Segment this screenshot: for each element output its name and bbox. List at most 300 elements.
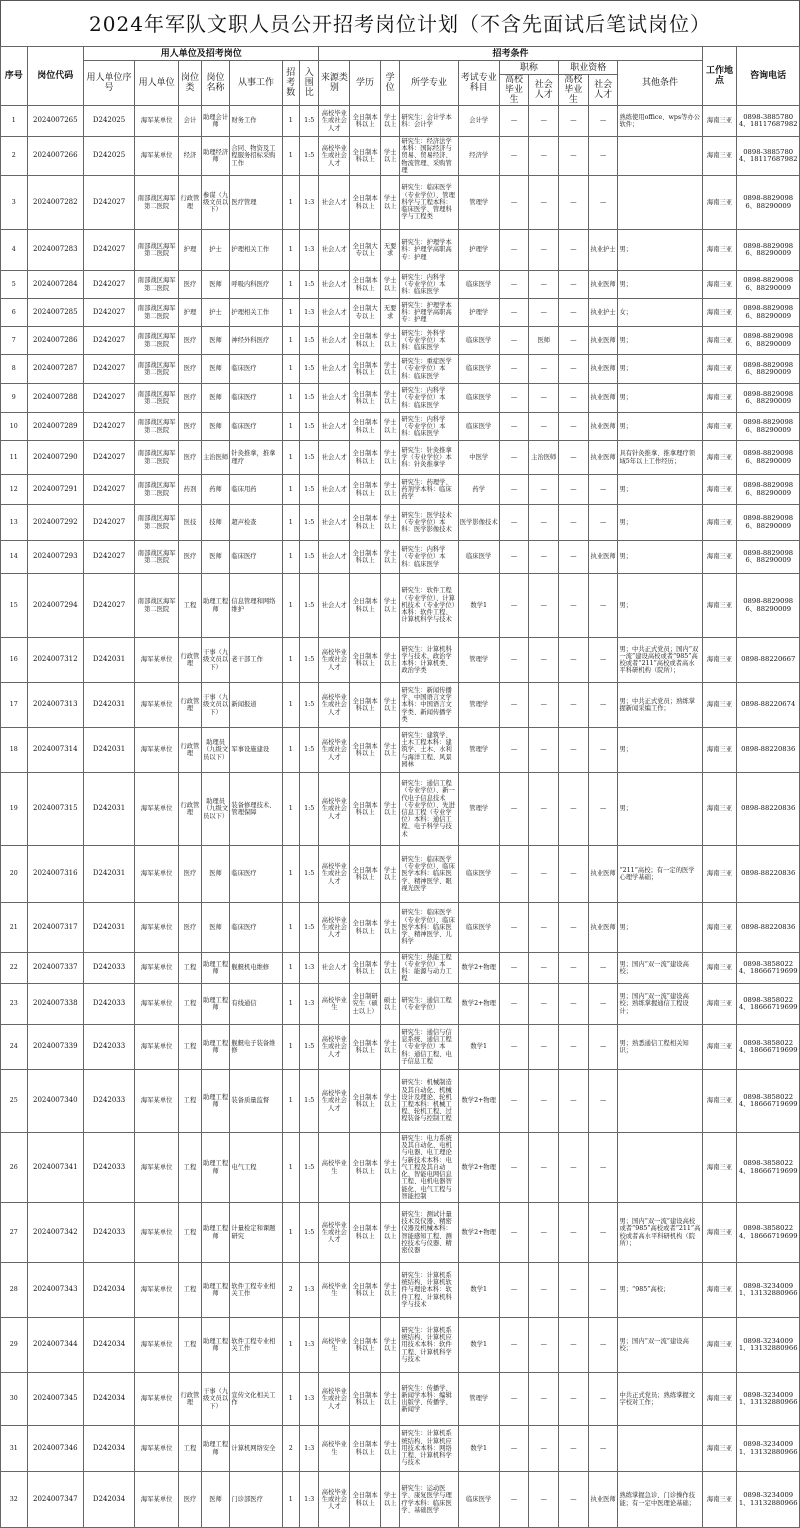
cell-location: 海南三亚 (702, 137, 737, 176)
cell-qual-social: — (588, 1133, 618, 1203)
cell-work: 老干部工作 (230, 638, 282, 683)
cell-location: 海南三亚 (702, 728, 737, 773)
cell-category: 工程 (179, 1263, 202, 1318)
cell-count: 2 (282, 1426, 299, 1472)
cell-other: 男； (618, 541, 702, 574)
cell-seq: 4 (1, 230, 28, 271)
cell-location: 海南三亚 (702, 299, 737, 327)
cell-work: 新闻报道 (230, 683, 282, 728)
cell-other: 熟练掌握急诊、门诊操作技能；有一定中医理论基础； (618, 1472, 702, 1528)
cell-post-name: 助理员（九级文员以下） (201, 728, 230, 773)
cell-post-name: 医师 (201, 1472, 230, 1528)
cell-phone: 0898-88220667 (737, 638, 800, 683)
cell-title-grad: — (499, 683, 529, 728)
cell-qual-social: — (588, 984, 618, 1025)
cell-count: 1 (282, 413, 299, 441)
cell-count: 1 (282, 728, 299, 773)
cell-code: 2024007284 (27, 271, 83, 299)
cell-qual-grad: — (559, 1373, 589, 1426)
cell-post-name: 助理工程师 (201, 1203, 230, 1263)
table-row (1, 475, 800, 505)
cell-phone: 0898-32340091、13132880966 (737, 1472, 800, 1528)
cell-degree: 学士以上 (380, 271, 399, 299)
cell-work: 临床医疗 (230, 355, 282, 384)
cell-code: 2024007338 (27, 984, 83, 1025)
cell-other: 男； (618, 505, 702, 541)
cell-source: 高校毕业生 (319, 1263, 350, 1318)
cell-education: 全日制本科以上 (350, 355, 381, 384)
cell-category: 工程 (179, 953, 202, 984)
cell-other: 具有针灸推拿、推拿理疗领域5年以上工作经历； (618, 441, 702, 475)
header-category: 岗位类 (179, 61, 202, 106)
cell-degree: 学士以上 (380, 1373, 399, 1426)
cell-title-social: — (529, 1426, 559, 1472)
header-seq: 序号 (1, 47, 28, 106)
cell-category: 医疗 (179, 903, 202, 953)
cell-title-grad: — (499, 413, 529, 441)
cell-qual-social: 执业医师 (588, 384, 618, 413)
cell-code: 2024007288 (27, 384, 83, 413)
cell-subject: 药学 (458, 475, 499, 505)
cell-education: 全日制本科以上 (350, 728, 381, 773)
cell-qual-social: 执业护士 (588, 299, 618, 327)
cell-phone: 0898-88220836 (737, 903, 800, 953)
cell-category: 工程 (179, 1070, 202, 1133)
cell-unit-seq: D242034 (83, 1472, 134, 1528)
cell-title-grad: — (499, 984, 529, 1025)
cell-education: 全日制本科以上 (350, 106, 381, 137)
cell-post-name: 助理工程师 (201, 1070, 230, 1133)
cell-subject: 管理学 (458, 1373, 499, 1426)
cell-location: 海南三亚 (702, 773, 737, 846)
table-row (1, 299, 800, 327)
cell-other: 男； (618, 574, 702, 638)
cell-other: 男；中共正式党员；熟练掌握新闻采编工作； (618, 683, 702, 728)
cell-code: 2024007291 (27, 475, 83, 505)
cell-category: 工程 (179, 1426, 202, 1472)
cell-major: 研究生：会计学本科：会计学 (400, 106, 458, 137)
cell-title-social: — (529, 541, 559, 574)
cell-count: 1 (282, 1373, 299, 1426)
table-row (1, 1472, 800, 1528)
cell-work: 计量检定和课题研究 (230, 1203, 282, 1263)
cell-work: 信息管理和网络维护 (230, 574, 282, 638)
cell-phone: 0898-88220836 (737, 846, 800, 903)
cell-major: 研究生：药理学、药剂学本科：临床药学 (400, 475, 458, 505)
cell-unit: 海军某单位 (135, 984, 179, 1025)
cell-major: 研究生：外科学（专业学位）本科：临床医学 (400, 327, 458, 355)
cell-category: 行政管理 (179, 638, 202, 683)
cell-education: 全日制研究生（硕士以上） (350, 984, 381, 1025)
cell-seq: 25 (1, 1070, 28, 1133)
cell-source: 高校毕业生或社会人才 (319, 1472, 350, 1528)
cell-ratio: 1:5 (300, 574, 319, 638)
cell-major: 研究生：重症医学（专业学位）本科：临床医学 (400, 355, 458, 384)
cell-unit: 海军某单位 (135, 953, 179, 984)
cell-qual-grad: — (559, 1472, 589, 1528)
cell-ratio: 1:3 (300, 1263, 319, 1318)
cell-count: 1 (282, 299, 299, 327)
cell-post-name: 医师 (201, 271, 230, 299)
cell-unit: 海军某单位 (135, 1472, 179, 1528)
cell-seq: 32 (1, 1472, 28, 1528)
cell-seq: 21 (1, 903, 28, 953)
cell-unit: 南部战区海军第二医院 (135, 230, 179, 271)
cell-degree: 学士以上 (380, 413, 399, 441)
table-row (1, 176, 800, 230)
cell-title-social: — (529, 299, 559, 327)
cell-location: 海南三亚 (702, 953, 737, 984)
cell-title-social: — (529, 1070, 559, 1133)
cell-education: 全日制本科以上 (350, 1025, 381, 1070)
cell-unit: 海军某单位 (135, 683, 179, 728)
page-title: 2024年军队文职人员公开招考岗位计划（不含先面试后笔试岗位） (0, 0, 800, 46)
cell-other: 男； (618, 475, 702, 505)
cell-qual-social: — (588, 1070, 618, 1133)
cell-subject: 临床医学 (458, 903, 499, 953)
cell-education: 全日制本科以上 (350, 327, 381, 355)
cell-phone: 0898-32340091、13132880966 (737, 1263, 800, 1318)
cell-source: 高校毕业生或社会人才 (319, 1203, 350, 1263)
cell-location: 海南三亚 (702, 846, 737, 903)
cell-qual-social: — (588, 1025, 618, 1070)
cell-source: 社会人才 (319, 574, 350, 638)
cell-ratio: 1:5 (300, 384, 319, 413)
cell-major: 研究生：通信工程（专业学位） (400, 984, 458, 1025)
cell-unit: 海军某单位 (135, 1318, 179, 1373)
cell-qual-grad: — (559, 1426, 589, 1472)
cell-qual-social: 执业医师 (588, 846, 618, 903)
header-ratio: 入围比 (300, 61, 319, 106)
cell-location: 海南三亚 (702, 541, 737, 574)
cell-title-grad: — (499, 1203, 529, 1263)
cell-phone: 0898-88290986、88290009 (737, 384, 800, 413)
cell-source: 社会人才 (319, 176, 350, 230)
cell-title-grad: — (499, 1426, 529, 1472)
cell-seq: 29 (1, 1318, 28, 1373)
cell-major: 研究生：热能工程（专业学位）本科：能源与动力工程 (400, 953, 458, 984)
cell-work: 神经外科医疗 (230, 327, 282, 355)
cell-qual-social: 执业医师 (588, 327, 618, 355)
cell-phone: 0898-38580224、18666719699 (737, 984, 800, 1025)
cell-subject: 管理学 (458, 176, 499, 230)
cell-other (618, 1070, 702, 1133)
cell-qual-grad: — (559, 475, 589, 505)
cell-phone: 0898-88290986、88290009 (737, 176, 800, 230)
header-title-social: 社会人才 (529, 75, 559, 106)
cell-degree: 学士以上 (380, 176, 399, 230)
cell-seq: 23 (1, 984, 28, 1025)
cell-qual-social: — (588, 137, 618, 176)
cell-title-social: — (529, 773, 559, 846)
cell-post-name: 医师 (201, 384, 230, 413)
cell-degree: 学士以上 (380, 773, 399, 846)
cell-post-name: 助理工程师 (201, 1318, 230, 1373)
cell-major: 研究生：通信工程（专业学位）、新一代电子信息技术（专业学位）、先进信息工程（专业学位）本科：通信工程、电子科学与技术 (400, 773, 458, 846)
cell-title-grad: — (499, 1263, 529, 1318)
cell-unit-seq: D242033 (83, 953, 134, 984)
cell-unit-seq: D242034 (83, 1263, 134, 1318)
cell-seq: 11 (1, 441, 28, 475)
cell-ratio: 1:5 (300, 773, 319, 846)
cell-post-name: 助理工程师 (201, 1263, 230, 1318)
cell-post-name: 助理工程师 (201, 984, 230, 1025)
cell-phone: 0898-88220836 (737, 728, 800, 773)
cell-qual-social: — (588, 505, 618, 541)
cell-title-grad: — (499, 1133, 529, 1203)
cell-subject: 数学1 (458, 1318, 499, 1373)
cell-qual-grad: — (559, 773, 589, 846)
cell-seq: 8 (1, 355, 28, 384)
cell-unit: 南部战区海军第二医院 (135, 413, 179, 441)
cell-qual-social: — (588, 1318, 618, 1373)
cell-ratio: 1:5 (300, 271, 319, 299)
cell-education: 全日制本科以上 (350, 638, 381, 683)
cell-other: 熟练使用office、wps等办公软件； (618, 106, 702, 137)
cell-education: 全日制本科以上 (350, 541, 381, 574)
cell-major: 研究生：临床医学（专业学位）、临床医学本科：临床医学、精神医学、眼视光医学 (400, 846, 458, 903)
cell-major: 研究生：通信与信息系统、通信工程（专业学位）本科：通信工程、电子信息工程 (400, 1025, 458, 1070)
cell-qual-social: 执业医师 (588, 355, 618, 384)
cell-ratio: 1:5 (300, 1133, 319, 1203)
cell-location: 海南三亚 (702, 230, 737, 271)
table-row (1, 1426, 800, 1472)
table-row (1, 137, 800, 176)
cell-ratio: 1:3 (300, 176, 319, 230)
cell-subject: 数学1 (458, 1426, 499, 1472)
cell-count: 1 (282, 106, 299, 137)
cell-title-grad: — (499, 846, 529, 903)
cell-ratio: 1:5 (300, 1070, 319, 1133)
cell-unit-seq: D242027 (83, 384, 134, 413)
cell-category: 护理 (179, 299, 202, 327)
cell-qual-grad: — (559, 728, 589, 773)
cell-ratio: 1:5 (300, 638, 319, 683)
cell-degree: 学士以上 (380, 683, 399, 728)
cell-code: 2024007347 (27, 1472, 83, 1528)
cell-category: 护理 (179, 230, 202, 271)
cell-degree: 学士以上 (380, 355, 399, 384)
cell-education: 全日制大专以上 (350, 299, 381, 327)
cell-education: 全日制本科以上 (350, 1070, 381, 1133)
cell-location: 海南三亚 (702, 574, 737, 638)
cell-post-name: 助理工程师 (201, 953, 230, 984)
cell-count: 1 (282, 505, 299, 541)
cell-title-social: — (529, 176, 559, 230)
cell-category: 行政管理 (179, 728, 202, 773)
header-qual-social: 社会人才 (588, 75, 618, 106)
cell-seq: 10 (1, 413, 28, 441)
cell-other: 中共正式党员；熟练掌握文字校对工作； (618, 1373, 702, 1426)
cell-other: 男；“985”高校； (618, 1263, 702, 1318)
cell-unit-seq: D242031 (83, 728, 134, 773)
cell-location: 海南三亚 (702, 475, 737, 505)
cell-phone: 0898-38580224、18666719699 (737, 1025, 800, 1070)
cell-source: 社会人才 (319, 384, 350, 413)
cell-qual-social: 执业医师 (588, 271, 618, 299)
cell-degree: 硕士以上 (380, 984, 399, 1025)
cell-phone: 0898-88220674 (737, 683, 800, 728)
cell-location: 海南三亚 (702, 1426, 737, 1472)
cell-work: 舰艇电子装备维修 (230, 1025, 282, 1070)
header-work: 从事工作 (230, 61, 282, 106)
cell-location: 海南三亚 (702, 1025, 737, 1070)
table-row (1, 505, 800, 541)
cell-qual-social: 执业医师 (588, 441, 618, 475)
cell-education: 全日制本科以上 (350, 1133, 381, 1203)
cell-unit: 海军某单位 (135, 1426, 179, 1472)
cell-qual-social: 执业医师 (588, 903, 618, 953)
cell-ratio: 1:5 (300, 106, 319, 137)
cell-source: 高校毕业生或社会人才 (319, 638, 350, 683)
cell-qual-social: — (588, 106, 618, 137)
cell-other: 男；中共正式党员；国内“双一流”建设高校或者“985”高校或者“211”高校或者高水平科研机构（院所）； (618, 638, 702, 683)
cell-source: 社会人才 (319, 953, 350, 984)
cell-qual-grad: — (559, 106, 589, 137)
cell-degree: 学士以上 (380, 1318, 399, 1373)
cell-post-name: 干事（九级文员以下） (201, 683, 230, 728)
cell-work: 合同、物资及工程服务招标采购工作 (230, 137, 282, 176)
cell-title-grad: — (499, 1373, 529, 1426)
cell-degree: 学士以上 (380, 475, 399, 505)
cell-seq: 18 (1, 728, 28, 773)
cell-source: 社会人才 (319, 355, 350, 384)
cell-code: 2024007266 (27, 137, 83, 176)
cell-post-name: 医师 (201, 355, 230, 384)
cell-count: 1 (282, 230, 299, 271)
cell-degree: 学士以上 (380, 1426, 399, 1472)
cell-phone: 0898-88290986、88290009 (737, 505, 800, 541)
cell-phone: 0898-38580224、18666719699 (737, 1133, 800, 1203)
cell-title-social: — (529, 384, 559, 413)
cell-code: 2024007314 (27, 728, 83, 773)
cell-title-social: — (529, 475, 559, 505)
cell-unit-seq: D242027 (83, 413, 134, 441)
cell-other (618, 1133, 702, 1203)
cell-count: 1 (282, 441, 299, 475)
cell-subject: 管理学 (458, 728, 499, 773)
cell-qual-grad: — (559, 1133, 589, 1203)
cell-category: 工程 (179, 984, 202, 1025)
cell-work: 针灸推拿，推拿理疗 (230, 441, 282, 475)
cell-seq: 5 (1, 271, 28, 299)
header-unit-seq: 用人单位序号 (83, 61, 134, 106)
cell-major: 研究生：护理学本科：护理学高职高专：护理 (400, 230, 458, 271)
cell-other: 男； (618, 271, 702, 299)
cell-title-grad: — (499, 106, 529, 137)
cell-degree: 学士以上 (380, 137, 399, 176)
cell-other: 男；熟悉通信工程相关知识； (618, 1025, 702, 1070)
cell-count: 1 (282, 773, 299, 846)
cell-code: 2024007286 (27, 327, 83, 355)
cell-unit-seq: D242031 (83, 638, 134, 683)
table-row (1, 683, 800, 728)
cell-other: 男； (618, 903, 702, 953)
cell-education: 全日制本科以上 (350, 475, 381, 505)
cell-source: 社会人才 (319, 475, 350, 505)
cell-degree: 学士以上 (380, 1472, 399, 1528)
table-header (1, 47, 800, 106)
cell-other: 男；国内“双一流”建设高校或者“985”高校或者“211”高校或者高水平科研机构（院所）； (618, 1203, 702, 1263)
cell-education: 全日制本科以上 (350, 1203, 381, 1263)
table-row (1, 638, 800, 683)
cell-title-grad: — (499, 505, 529, 541)
cell-code: 2024007282 (27, 176, 83, 230)
cell-qual-social: — (588, 1426, 618, 1472)
cell-seq: 27 (1, 1203, 28, 1263)
cell-title-social: — (529, 1025, 559, 1070)
cell-ratio: 1:5 (300, 846, 319, 903)
cell-title-grad: — (499, 384, 529, 413)
cell-qual-social: — (588, 953, 618, 984)
cell-source: 高校毕业生或社会人才 (319, 1025, 350, 1070)
cell-phone: 0898-88290986、88290009 (737, 327, 800, 355)
cell-qual-grad: — (559, 137, 589, 176)
cell-title-grad: — (499, 953, 529, 984)
cell-unit-seq: D242034 (83, 1318, 134, 1373)
cell-seq: 14 (1, 541, 28, 574)
cell-seq: 9 (1, 384, 28, 413)
cell-category: 医疗 (179, 413, 202, 441)
cell-location: 海南三亚 (702, 903, 737, 953)
cell-phone: 0898-38857804、18117687982 (737, 106, 800, 137)
cell-post-name: 参谋（九级文员以下） (201, 176, 230, 230)
table-row (1, 1025, 800, 1070)
cell-major: 研究生：运动医学、康复医学与理疗学本科：临床医学、基础医学 (400, 1472, 458, 1528)
header-qual-grad: 高校毕业生 (559, 75, 589, 106)
cell-education: 全日制本科以上 (350, 271, 381, 299)
cell-degree: 学士以上 (380, 1133, 399, 1203)
table-row (1, 271, 800, 299)
cell-location: 海南三亚 (702, 1070, 737, 1133)
cell-seq: 31 (1, 1426, 28, 1472)
cell-ratio: 1:3 (300, 299, 319, 327)
cell-major: 研究生：计算机科学与技术、政治学本科：计算机类、政治学类 (400, 638, 458, 683)
cell-subject: 临床医学 (458, 384, 499, 413)
cell-category: 行政管理 (179, 773, 202, 846)
cell-unit: 海军某单位 (135, 1263, 179, 1318)
cell-phone: 0898-88220836 (737, 773, 800, 846)
cell-location: 海南三亚 (702, 683, 737, 728)
cell-ratio: 1:3 (300, 1472, 319, 1528)
cell-source: 社会人才 (319, 271, 350, 299)
cell-source: 高校毕业生或社会人才 (319, 137, 350, 176)
cell-unit-seq: D242027 (83, 475, 134, 505)
cell-unit: 海军某单位 (135, 638, 179, 683)
cell-qual-grad: — (559, 683, 589, 728)
cell-ratio: 1:3 (300, 230, 319, 271)
cell-seq: 28 (1, 1263, 28, 1318)
cell-degree: 学士以上 (380, 1203, 399, 1263)
cell-qual-social: — (588, 683, 618, 728)
job-table (0, 46, 800, 1528)
cell-degree: 学士以上 (380, 441, 399, 475)
cell-unit-seq: D242027 (83, 299, 134, 327)
cell-work: 软件工程专业相关工作 (230, 1318, 282, 1373)
cell-qual-social: 执业医师 (588, 413, 618, 441)
cell-work: 软件工程专业相关工作 (230, 1263, 282, 1318)
cell-other: 女； (618, 299, 702, 327)
cell-post-name: 助理工程师 (201, 1133, 230, 1203)
cell-qual-grad: — (559, 299, 589, 327)
cell-qual-grad: — (559, 1203, 589, 1263)
cell-title-social: — (529, 137, 559, 176)
cell-qual-grad: — (559, 984, 589, 1025)
cell-other (618, 176, 702, 230)
cell-work: 超声检查 (230, 505, 282, 541)
cell-other: 男； (618, 327, 702, 355)
cell-source: 高校毕业生 (319, 984, 350, 1025)
